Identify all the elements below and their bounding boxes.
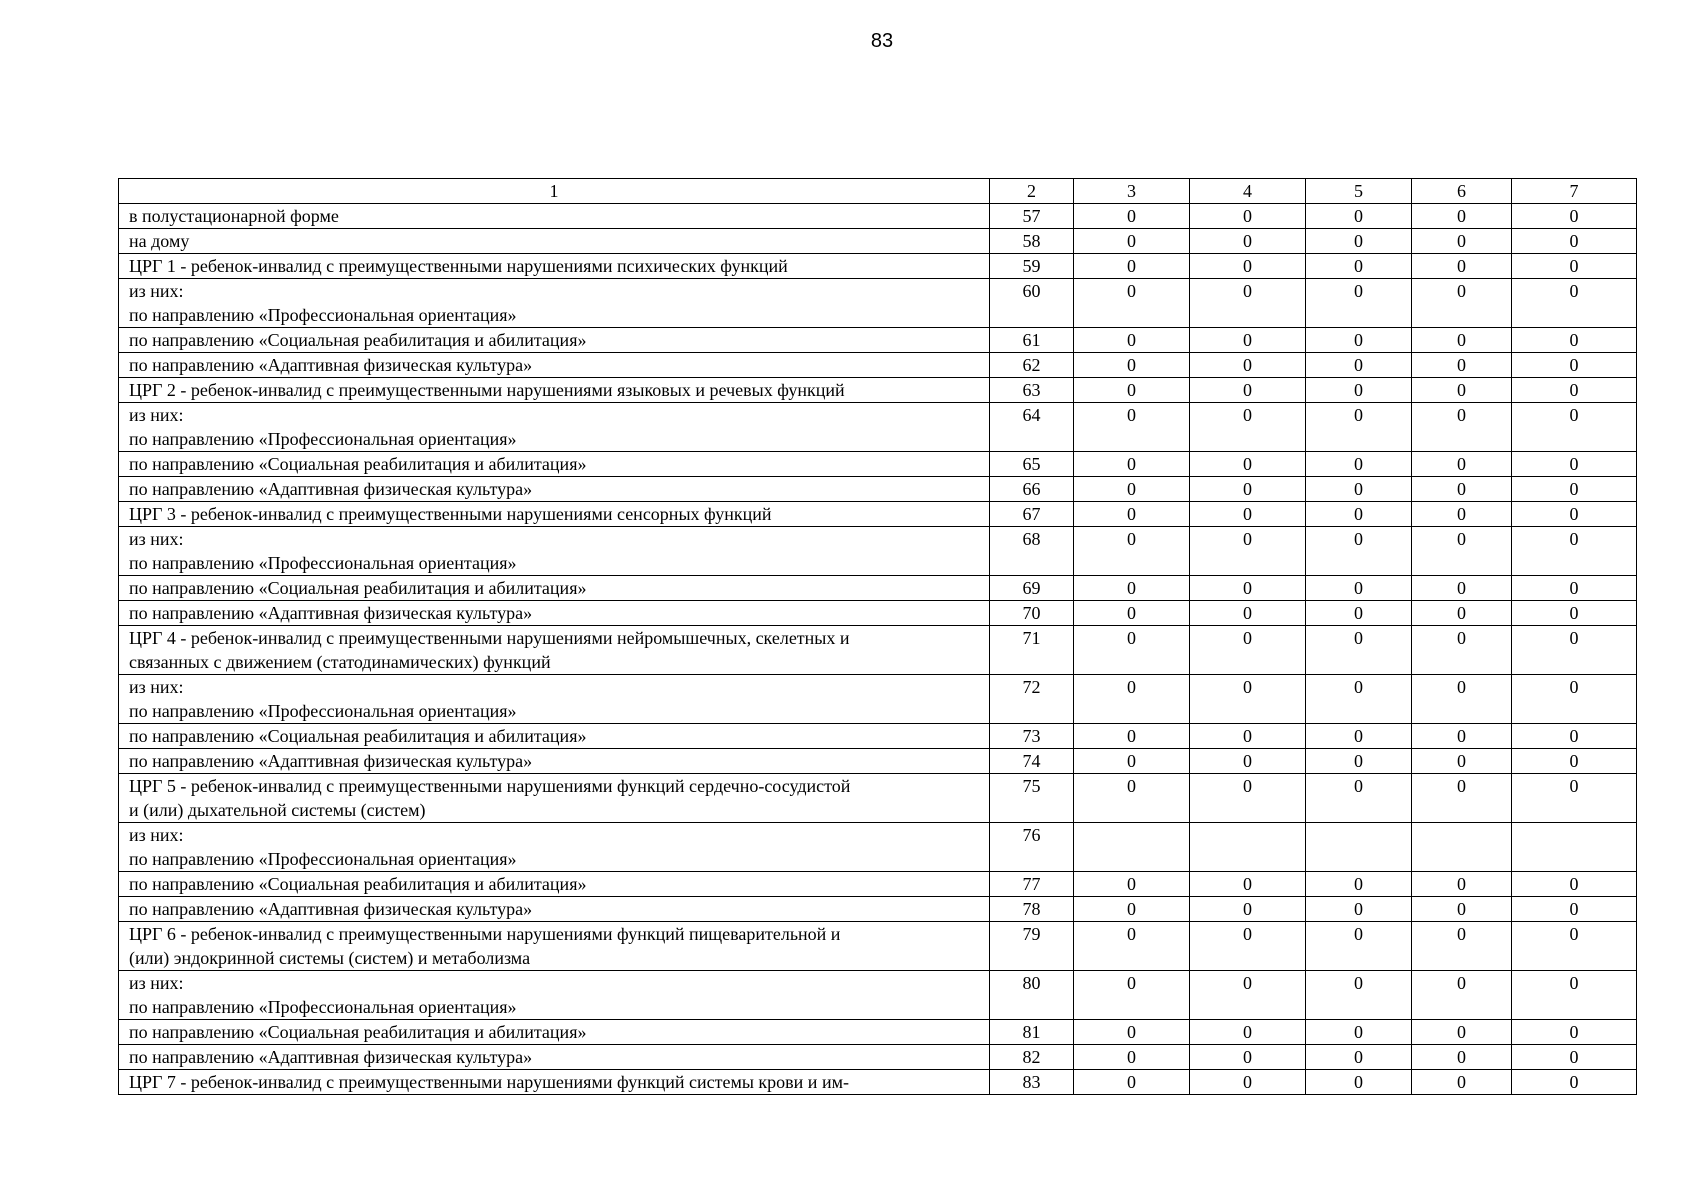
row-value-col4: 0 — [1190, 353, 1306, 378]
row-label-line: из них: — [129, 825, 184, 845]
row-label-line: на дому — [129, 231, 190, 251]
row-value-col4: 0 — [1190, 675, 1306, 724]
row-value-col4: 0 — [1190, 626, 1306, 675]
row-value-col3: 0 — [1074, 279, 1190, 328]
table-row — [119, 724, 1637, 749]
row-value-col6: 0 — [1412, 279, 1512, 328]
row-value-col3: 0 — [1074, 749, 1190, 774]
page-number: 83 — [870, 30, 894, 52]
row-value-col7: 0 — [1512, 477, 1637, 502]
row-value-col4: 0 — [1190, 502, 1306, 527]
row-label-line: по направлению «Профессиональная ориентация» — [129, 997, 517, 1017]
row-label — [119, 502, 990, 527]
table-row — [119, 403, 1637, 452]
row-label-line: по направлению «Адаптивная физическая культура» — [129, 355, 533, 375]
table-row — [119, 872, 1637, 897]
row-code: 68 — [990, 527, 1074, 576]
row-label-line: ЦРГ 1 - ребенок-инвалид с преимущественными нарушениями психических функций — [129, 256, 788, 276]
row-label — [119, 823, 990, 872]
column-number-7: 7 — [1512, 179, 1637, 204]
column-number-2: 2 — [990, 179, 1074, 204]
row-value-col4: 0 — [1190, 601, 1306, 626]
row-value-col7: 0 — [1512, 254, 1637, 279]
row-code: 76 — [990, 823, 1074, 872]
row-code: 74 — [990, 749, 1074, 774]
row-value-col3: 0 — [1074, 477, 1190, 502]
row-value-col3: 0 — [1074, 254, 1190, 279]
row-value-col5: 0 — [1306, 378, 1412, 403]
row-code: 80 — [990, 971, 1074, 1020]
row-value-col4: 0 — [1190, 452, 1306, 477]
row-value-col6: 0 — [1412, 1045, 1512, 1070]
row-value-col4: 0 — [1190, 971, 1306, 1020]
row-value-col5 — [1306, 823, 1412, 872]
row-code: 71 — [990, 626, 1074, 675]
row-value-col4: 0 — [1190, 724, 1306, 749]
row-code: 73 — [990, 724, 1074, 749]
row-value-col5: 0 — [1306, 477, 1412, 502]
row-value-col6: 0 — [1412, 229, 1512, 254]
row-label-line: по направлению «Социальная реабилитация и абилитация» — [129, 454, 587, 474]
row-value-col7: 0 — [1512, 229, 1637, 254]
row-value-col6: 0 — [1412, 527, 1512, 576]
table-row — [119, 774, 1637, 823]
row-label-line: из них: — [129, 677, 184, 697]
row-value-col5: 0 — [1306, 1070, 1412, 1095]
table-row — [119, 204, 1637, 229]
row-value-col4: 0 — [1190, 279, 1306, 328]
row-value-col3: 0 — [1074, 675, 1190, 724]
row-value-col4: 0 — [1190, 1045, 1306, 1070]
row-label-line: (или) эндокринной системы (систем) и метаболизма — [129, 948, 531, 968]
row-value-col5: 0 — [1306, 897, 1412, 922]
table-row — [119, 1020, 1637, 1045]
row-value-col4: 0 — [1190, 204, 1306, 229]
row-label — [119, 328, 990, 353]
row-value-col3: 0 — [1074, 897, 1190, 922]
row-code: 65 — [990, 452, 1074, 477]
row-value-col7: 0 — [1512, 626, 1637, 675]
row-value-col6: 0 — [1412, 452, 1512, 477]
row-label-line: в полустационарной форме — [129, 206, 339, 226]
row-value-col7: 0 — [1512, 378, 1637, 403]
row-code: 83 — [990, 1070, 1074, 1095]
row-label — [119, 897, 990, 922]
row-code: 78 — [990, 897, 1074, 922]
table-row — [119, 1045, 1637, 1070]
row-label — [119, 601, 990, 626]
column-number-5: 5 — [1306, 179, 1412, 204]
row-value-col3: 0 — [1074, 502, 1190, 527]
row-value-col7: 0 — [1512, 1045, 1637, 1070]
row-value-col3: 0 — [1074, 1020, 1190, 1045]
row-value-col5: 0 — [1306, 749, 1412, 774]
report-table — [118, 178, 1637, 1095]
row-value-col3: 0 — [1074, 527, 1190, 576]
table-header-row — [119, 179, 1637, 204]
row-value-col3: 0 — [1074, 378, 1190, 403]
row-value-col4: 0 — [1190, 229, 1306, 254]
row-label — [119, 279, 990, 328]
row-value-col5: 0 — [1306, 502, 1412, 527]
row-label-line: по направлению «Адаптивная физическая культура» — [129, 899, 533, 919]
row-value-col7: 0 — [1512, 774, 1637, 823]
table-row — [119, 328, 1637, 353]
row-value-col6: 0 — [1412, 897, 1512, 922]
row-value-col6: 0 — [1412, 675, 1512, 724]
row-label-line: по направлению «Адаптивная физическая культура» — [129, 479, 533, 499]
row-value-col5: 0 — [1306, 229, 1412, 254]
row-value-col3: 0 — [1074, 229, 1190, 254]
table-row — [119, 971, 1637, 1020]
row-label-line: по направлению «Профессиональная ориентация» — [129, 429, 517, 449]
row-label-line: по направлению «Профессиональная ориентация» — [129, 553, 517, 573]
row-label — [119, 477, 990, 502]
row-value-col7: 0 — [1512, 971, 1637, 1020]
row-label — [119, 626, 990, 675]
row-value-col5: 0 — [1306, 675, 1412, 724]
row-value-col3: 0 — [1074, 328, 1190, 353]
row-label-line: ЦРГ 2 - ребенок-инвалид с преимущественными нарушениями языковых и речевых функций — [129, 380, 845, 400]
row-label — [119, 229, 990, 254]
row-value-col7: 0 — [1512, 328, 1637, 353]
row-label-line: связанных с движением (статодинамических) функций — [129, 652, 551, 672]
row-value-col5: 0 — [1306, 353, 1412, 378]
row-label-line: по направлению «Адаптивная физическая культура» — [129, 751, 533, 771]
row-label — [119, 872, 990, 897]
row-value-col3: 0 — [1074, 1045, 1190, 1070]
row-value-col6: 0 — [1412, 774, 1512, 823]
row-label — [119, 774, 990, 823]
row-code: 59 — [990, 254, 1074, 279]
row-value-col7: 0 — [1512, 724, 1637, 749]
table-row — [119, 254, 1637, 279]
row-value-col7: 0 — [1512, 897, 1637, 922]
row-value-col4: 0 — [1190, 378, 1306, 403]
row-code: 62 — [990, 353, 1074, 378]
row-code: 69 — [990, 576, 1074, 601]
table-row — [119, 922, 1637, 971]
row-value-col4: 0 — [1190, 403, 1306, 452]
row-value-col6: 0 — [1412, 971, 1512, 1020]
row-value-col4: 0 — [1190, 749, 1306, 774]
row-label-line: по направлению «Социальная реабилитация и абилитация» — [129, 330, 587, 350]
row-value-col4: 0 — [1190, 576, 1306, 601]
row-value-col3: 0 — [1074, 872, 1190, 897]
row-label-line: из них: — [129, 529, 184, 549]
row-label — [119, 922, 990, 971]
row-label — [119, 749, 990, 774]
row-value-col5: 0 — [1306, 527, 1412, 576]
row-label — [119, 452, 990, 477]
row-label-line: по направлению «Социальная реабилитация и абилитация» — [129, 578, 587, 598]
row-label — [119, 378, 990, 403]
row-value-col4: 0 — [1190, 897, 1306, 922]
row-value-col6: 0 — [1412, 724, 1512, 749]
row-code: 60 — [990, 279, 1074, 328]
row-value-col6: 0 — [1412, 872, 1512, 897]
row-value-col4: 0 — [1190, 254, 1306, 279]
row-value-col7: 0 — [1512, 576, 1637, 601]
row-value-col3: 0 — [1074, 353, 1190, 378]
table-row — [119, 378, 1637, 403]
row-value-col5: 0 — [1306, 254, 1412, 279]
row-value-col5: 0 — [1306, 328, 1412, 353]
row-value-col4 — [1190, 823, 1306, 872]
row-label-line: ЦРГ 3 - ребенок-инвалид с преимущественными нарушениями сенсорных функций — [129, 504, 772, 524]
row-value-col7: 0 — [1512, 527, 1637, 576]
table-row — [119, 576, 1637, 601]
row-value-col5: 0 — [1306, 774, 1412, 823]
row-value-col3 — [1074, 823, 1190, 872]
row-value-col6: 0 — [1412, 626, 1512, 675]
row-value-col5: 0 — [1306, 922, 1412, 971]
row-code: 72 — [990, 675, 1074, 724]
row-code: 77 — [990, 872, 1074, 897]
row-value-col6: 0 — [1412, 353, 1512, 378]
row-value-col4: 0 — [1190, 527, 1306, 576]
row-value-col7: 0 — [1512, 353, 1637, 378]
row-value-col3: 0 — [1074, 971, 1190, 1020]
table-row — [119, 823, 1637, 872]
row-value-col6: 0 — [1412, 749, 1512, 774]
row-value-col3: 0 — [1074, 452, 1190, 477]
row-value-col6: 0 — [1412, 477, 1512, 502]
row-code: 75 — [990, 774, 1074, 823]
row-code: 58 — [990, 229, 1074, 254]
row-value-col4: 0 — [1190, 872, 1306, 897]
row-value-col5: 0 — [1306, 403, 1412, 452]
row-label-line: ЦРГ 5 - ребенок-инвалид с преимущественными нарушениями функций сердечно-сосудистой — [129, 776, 851, 796]
row-label — [119, 1070, 990, 1095]
row-value-col6: 0 — [1412, 922, 1512, 971]
row-label-line: из них: — [129, 281, 184, 301]
row-label — [119, 675, 990, 724]
row-code: 70 — [990, 601, 1074, 626]
row-value-col3: 0 — [1074, 724, 1190, 749]
row-value-col5: 0 — [1306, 279, 1412, 328]
row-label-line: ЦРГ 4 - ребенок-инвалид с преимущественными нарушениями нейромышечных, скелетных и — [129, 628, 850, 648]
table-row — [119, 229, 1637, 254]
table-body — [119, 179, 1637, 1095]
row-value-col3: 0 — [1074, 403, 1190, 452]
table-row — [119, 675, 1637, 724]
row-code: 82 — [990, 1045, 1074, 1070]
column-number-1: 1 — [119, 179, 990, 204]
column-number-4: 4 — [1190, 179, 1306, 204]
table-row — [119, 477, 1637, 502]
row-value-col3: 0 — [1074, 204, 1190, 229]
row-value-col7: 0 — [1512, 749, 1637, 774]
row-value-col3: 0 — [1074, 626, 1190, 675]
table-row — [119, 353, 1637, 378]
row-value-col4: 0 — [1190, 1070, 1306, 1095]
row-value-col6 — [1412, 823, 1512, 872]
row-value-col5: 0 — [1306, 452, 1412, 477]
row-label-line: из них: — [129, 973, 184, 993]
row-value-col7: 0 — [1512, 675, 1637, 724]
row-label — [119, 527, 990, 576]
row-label — [119, 724, 990, 749]
row-value-col5: 0 — [1306, 971, 1412, 1020]
row-value-col7: 0 — [1512, 1020, 1637, 1045]
row-code: 67 — [990, 502, 1074, 527]
row-value-col7: 0 — [1512, 872, 1637, 897]
row-code: 63 — [990, 378, 1074, 403]
row-label — [119, 353, 990, 378]
table-row — [119, 452, 1637, 477]
row-label — [119, 971, 990, 1020]
table-row — [119, 626, 1637, 675]
row-label-line: ЦРГ 6 - ребенок-инвалид с преимущественными нарушениями функций пищеварительной и — [129, 924, 841, 944]
row-label — [119, 1020, 990, 1045]
row-value-col4: 0 — [1190, 477, 1306, 502]
row-value-col4: 0 — [1190, 922, 1306, 971]
row-code: 61 — [990, 328, 1074, 353]
row-value-col6: 0 — [1412, 378, 1512, 403]
row-label-line: по направлению «Адаптивная физическая культура» — [129, 603, 533, 623]
row-code: 66 — [990, 477, 1074, 502]
row-label-line: по направлению «Адаптивная физическая культура» — [129, 1047, 533, 1067]
row-value-col6: 0 — [1412, 403, 1512, 452]
column-number-3: 3 — [1074, 179, 1190, 204]
row-label — [119, 204, 990, 229]
row-value-col4: 0 — [1190, 1020, 1306, 1045]
row-label — [119, 403, 990, 452]
row-value-col5: 0 — [1306, 626, 1412, 675]
row-label — [119, 1045, 990, 1070]
row-label-line: из них: — [129, 405, 184, 425]
row-value-col3: 0 — [1074, 1070, 1190, 1095]
column-number-6: 6 — [1412, 179, 1512, 204]
row-label-line: по направлению «Профессиональная ориентация» — [129, 849, 517, 869]
row-value-col3: 0 — [1074, 576, 1190, 601]
row-code: 64 — [990, 403, 1074, 452]
row-value-col7: 0 — [1512, 922, 1637, 971]
row-value-col7: 0 — [1512, 502, 1637, 527]
row-label-line: по направлению «Социальная реабилитация и абилитация» — [129, 726, 587, 746]
row-value-col5: 0 — [1306, 576, 1412, 601]
row-label-line: по направлению «Профессиональная ориентация» — [129, 701, 517, 721]
row-value-col7: 0 — [1512, 1070, 1637, 1095]
row-value-col7 — [1512, 823, 1637, 872]
row-value-col7: 0 — [1512, 403, 1637, 452]
table-row — [119, 527, 1637, 576]
row-value-col3: 0 — [1074, 601, 1190, 626]
row-value-col7: 0 — [1512, 279, 1637, 328]
row-value-col7: 0 — [1512, 204, 1637, 229]
table-row — [119, 601, 1637, 626]
row-value-col5: 0 — [1306, 1020, 1412, 1045]
row-value-col5: 0 — [1306, 601, 1412, 626]
row-code: 79 — [990, 922, 1074, 971]
table-row — [119, 749, 1637, 774]
row-value-col6: 0 — [1412, 576, 1512, 601]
row-code: 57 — [990, 204, 1074, 229]
row-value-col6: 0 — [1412, 1070, 1512, 1095]
row-label — [119, 576, 990, 601]
row-label — [119, 254, 990, 279]
table-row — [119, 1070, 1637, 1095]
row-value-col4: 0 — [1190, 328, 1306, 353]
row-value-col6: 0 — [1412, 1020, 1512, 1045]
row-label-line: ЦРГ 7 - ребенок-инвалид с преимущественными нарушениями функций системы крови и им- — [129, 1072, 849, 1092]
row-value-col6: 0 — [1412, 328, 1512, 353]
row-value-col5: 0 — [1306, 724, 1412, 749]
row-label-line: по направлению «Социальная реабилитация и абилитация» — [129, 1022, 587, 1042]
table-row — [119, 502, 1637, 527]
row-label-line: и (или) дыхательной системы (систем) — [129, 800, 426, 820]
table-row — [119, 279, 1637, 328]
row-value-col7: 0 — [1512, 452, 1637, 477]
row-value-col6: 0 — [1412, 254, 1512, 279]
row-value-col6: 0 — [1412, 204, 1512, 229]
row-label-line: по направлению «Социальная реабилитация и абилитация» — [129, 874, 587, 894]
row-label-line: по направлению «Профессиональная ориентация» — [129, 305, 517, 325]
row-value-col7: 0 — [1512, 601, 1637, 626]
row-value-col6: 0 — [1412, 601, 1512, 626]
row-value-col5: 0 — [1306, 204, 1412, 229]
row-value-col4: 0 — [1190, 774, 1306, 823]
row-code: 81 — [990, 1020, 1074, 1045]
row-value-col5: 0 — [1306, 1045, 1412, 1070]
row-value-col5: 0 — [1306, 872, 1412, 897]
row-value-col6: 0 — [1412, 502, 1512, 527]
table-row — [119, 897, 1637, 922]
row-value-col3: 0 — [1074, 774, 1190, 823]
row-value-col3: 0 — [1074, 922, 1190, 971]
